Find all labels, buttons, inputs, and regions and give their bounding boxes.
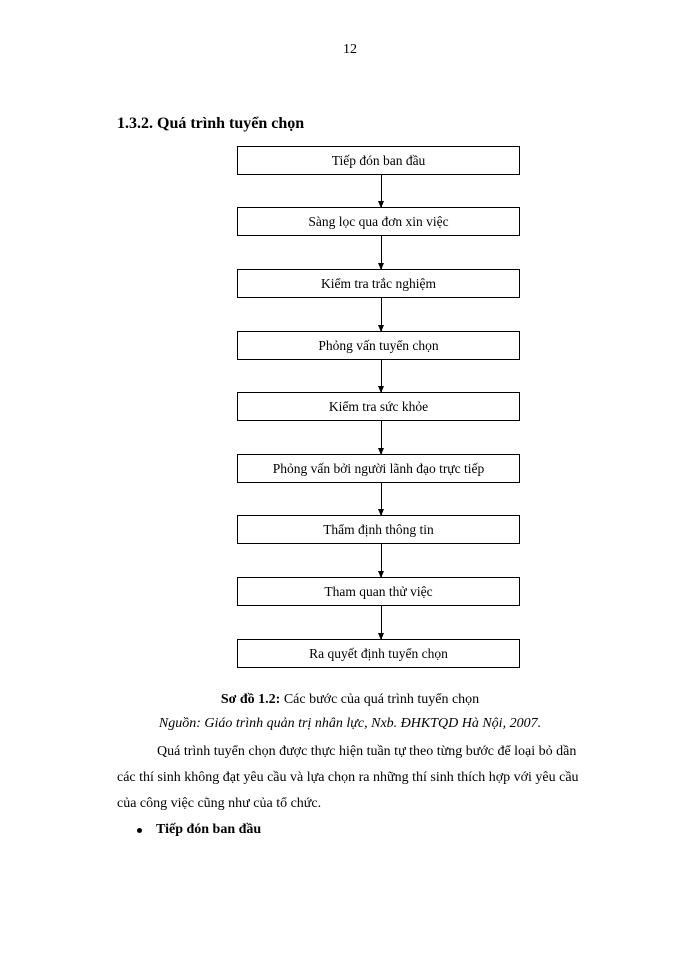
flow-step-8: Tham quan thử việc — [237, 577, 520, 606]
flow-arrow-6 — [381, 483, 382, 515]
flow-arrow-2 — [381, 236, 382, 269]
bullet-text: Tiếp đón ban đầu — [156, 822, 262, 837]
caption-label: Sơ đồ 1.2: — [220, 692, 281, 707]
section-heading: 1.3.2. Quá trình tuyển chọn — [117, 115, 305, 132]
flow-step-3: Kiểm tra trắc nghiệm — [237, 269, 520, 298]
caption-text: Các bước của quá trình tuyển chọn — [280, 692, 480, 707]
flow-arrow-1 — [381, 175, 382, 207]
flow-step-7: Thẩm định thông tin — [237, 515, 520, 544]
bullet-item — [137, 822, 261, 838]
paragraph-line-2: các thí sinh không đạt yêu cầu và lựa chọn ra những thí sinh thích hợp với yêu cầu — [117, 770, 579, 785]
flow-step-4: Phỏng vấn tuyển chọn — [237, 331, 520, 360]
bullet-dot-icon — [137, 828, 142, 833]
flow-arrow-3 — [381, 298, 382, 331]
figure-source: Nguồn: Giáo trình quản trị nhân lực, Nxb. ĐHKTQD Hà Nội, 2007. — [158, 716, 542, 731]
flow-step-2: Sàng lọc qua đơn xin việc — [237, 207, 520, 236]
flow-arrow-4 — [381, 360, 382, 392]
flow-arrow-5 — [381, 421, 382, 454]
flow-step-5: Kiểm tra sức khỏe — [237, 392, 520, 421]
paragraph-line-1: Quá trình tuyển chọn được thực hiện tuần tự theo từng bước để loại bỏ dần — [157, 744, 577, 759]
flow-step-1: Tiếp đón ban đầu — [237, 146, 520, 175]
flow-step-6: Phỏng vấn bởi người lãnh đạo trực tiếp — [237, 454, 520, 483]
flow-arrow-8 — [381, 606, 382, 639]
page-number: 12 — [343, 42, 357, 57]
flow-step-9: Ra quyết định tuyển chọn — [237, 639, 520, 668]
paragraph-line-3: của công việc cũng như của tổ chức. — [117, 796, 322, 811]
figure-caption — [0, 692, 700, 708]
flow-arrow-7 — [381, 544, 382, 577]
